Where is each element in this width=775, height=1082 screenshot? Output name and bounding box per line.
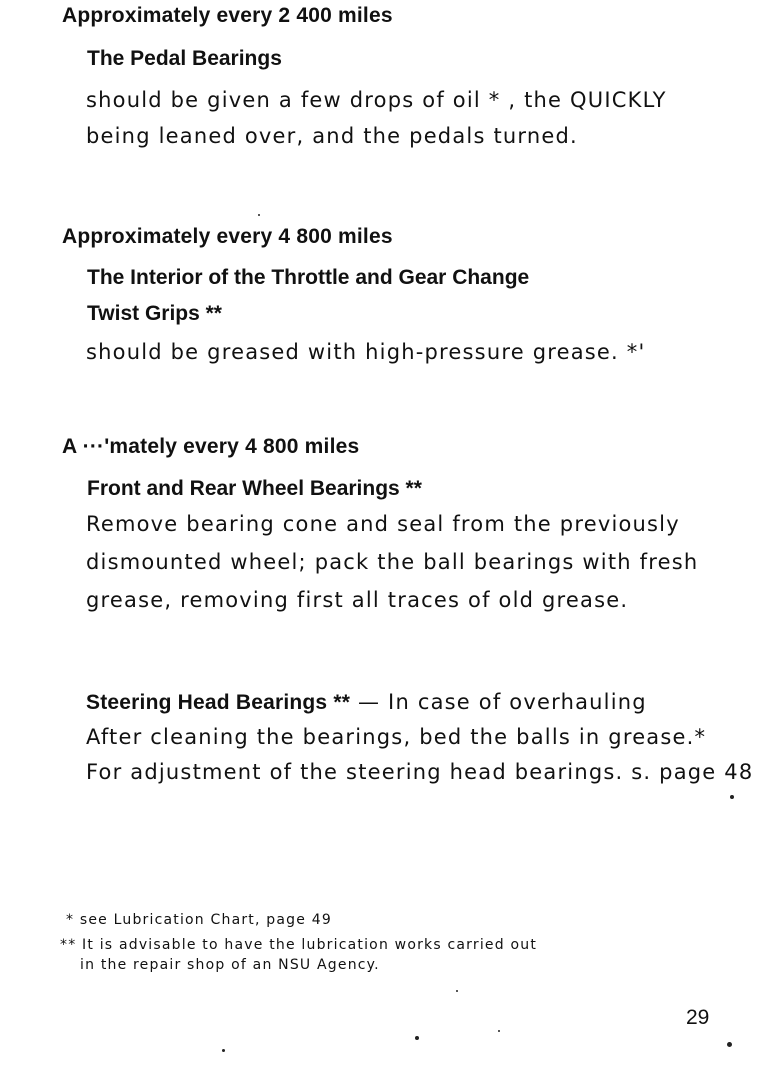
scan-speck bbox=[727, 1042, 732, 1047]
footnote-double-asterisk-cont: in the repair shop of an NSU Agency. bbox=[80, 957, 380, 973]
body-line: should be greased with high-pressure grease. *' bbox=[86, 340, 646, 364]
section-heading-twist-grips: The Interior of the Throttle and Gear Change bbox=[87, 266, 530, 289]
interval-heading-4800-damaged: A ···'mately every 4 800 miles bbox=[62, 435, 360, 458]
body-line: being leaned over, and the pedals turned. bbox=[86, 124, 578, 148]
body-line: should be given a few drops of oil * , the QUICKLY bbox=[86, 88, 667, 112]
body-line: For adjustment of the steering head bearings. s. page 48 bbox=[86, 760, 754, 784]
interval-heading-4800: Approximately every 4 800 miles bbox=[62, 225, 393, 248]
section-heading-wheel-bearings: Front and Rear Wheel Bearings ** bbox=[87, 477, 422, 500]
body-line: Remove bearing cone and seal from the previously bbox=[86, 512, 680, 536]
scan-speck bbox=[456, 990, 458, 992]
scan-speck bbox=[258, 214, 260, 216]
body-line: grease, removing first all traces of old grease. bbox=[86, 588, 629, 612]
scan-speck bbox=[415, 1036, 419, 1040]
scan-speck bbox=[730, 795, 734, 799]
interval-heading-2400: Approximately every 2 400 miles bbox=[62, 4, 393, 27]
scan-speck bbox=[222, 1049, 225, 1052]
page-number: 29 bbox=[686, 1006, 710, 1029]
body-line: After cleaning the bearings, bed the balls in grease.* bbox=[86, 725, 707, 749]
body-line: dismounted wheel; pack the ball bearings with fresh bbox=[86, 550, 699, 574]
steering-heading-line bbox=[86, 690, 647, 715]
scan-speck bbox=[498, 1030, 500, 1032]
section-heading-steering-head: Steering Head Bearings ** bbox=[86, 691, 351, 714]
section-heading-pedal-bearings: The Pedal Bearings bbox=[87, 47, 282, 70]
footnote-single-asterisk: * see Lubrication Chart, page 49 bbox=[66, 912, 332, 928]
section-heading-twist-grips-cont: Twist Grips ** bbox=[87, 302, 222, 325]
footnote-double-asterisk: ** It is advisable to have the lubrication works carried out bbox=[60, 937, 538, 953]
section-heading-suffix: — In case of overhauling bbox=[357, 690, 647, 714]
